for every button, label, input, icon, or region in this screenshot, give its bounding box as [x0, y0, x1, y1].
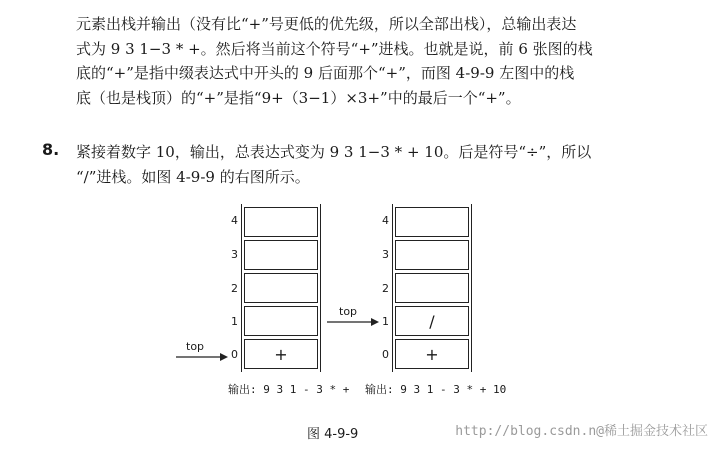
- stack-cell-3: [244, 240, 318, 270]
- stack-cell-3: [395, 240, 469, 270]
- top-pointer-label: top: [186, 340, 205, 353]
- figure-caption: 图 4-9-9: [307, 427, 359, 442]
- top-pointer-arrow-icon: [176, 352, 228, 362]
- text-line: 底（也是栈顶）的“+”是指“9+（3−1）×3+”中的最后一个“+”。: [76, 88, 521, 107]
- stack-index: 2: [382, 282, 389, 295]
- stack-index: 0: [231, 348, 238, 361]
- list-item-number: 8.: [42, 140, 60, 159]
- stack-cell-1: /: [395, 306, 469, 336]
- stack-index: 4: [231, 214, 238, 227]
- stack-container: [241, 204, 321, 372]
- stack-cell-4: [244, 207, 318, 237]
- stack-cell-1: [244, 306, 318, 336]
- text-line: 式为 9 3 1−3 * +。然后将当前这个符号“+”进栈。也就是说，前 6 张图的栈: [76, 39, 593, 58]
- watermark: http://blog.csdn.n@稀土掘金技术社区: [455, 424, 708, 439]
- top-pointer-arrow-icon: [327, 317, 379, 327]
- top-pointer-label: top: [339, 305, 358, 318]
- text-line: 底的“+”是指中缀表达式中开头的 9 后面那个“+”，而图 4-9-9 左图中的栈: [76, 64, 575, 82]
- output-expression: 输出: 9 3 1 - 3 * + 10: [365, 383, 507, 396]
- stack-index: 0: [382, 348, 389, 361]
- stack-index: 2: [231, 282, 238, 295]
- stack-index: 3: [382, 248, 389, 261]
- stack-index: 1: [231, 315, 238, 328]
- stack-index: 4: [382, 214, 389, 227]
- text-line: 紧接着数字 10，输出，总表达式变为 9 3 1−3 * + 10。后是符号“÷”，所以: [76, 143, 592, 161]
- stack-cell-0: +: [395, 339, 469, 369]
- stack-cell-2: [244, 273, 318, 303]
- text-line: “/”进栈。如图 4-9-9 的右图所示。: [76, 167, 310, 186]
- stack-cell-4: [395, 207, 469, 237]
- list-item-text: [76, 140, 676, 189]
- stack-index: 1: [382, 315, 389, 328]
- stack-index: 3: [231, 248, 238, 261]
- output-expression: 输出: 9 3 1 - 3 * +: [228, 383, 350, 396]
- text-line: 元素出栈并输出（没有比“+”号更低的优先级，所以全部出栈），总输出表达: [76, 15, 577, 33]
- stack-cell-2: [395, 273, 469, 303]
- paragraph-continuation: [76, 12, 676, 110]
- stack-cell-0: +: [244, 339, 318, 369]
- stack-container: [392, 204, 472, 372]
